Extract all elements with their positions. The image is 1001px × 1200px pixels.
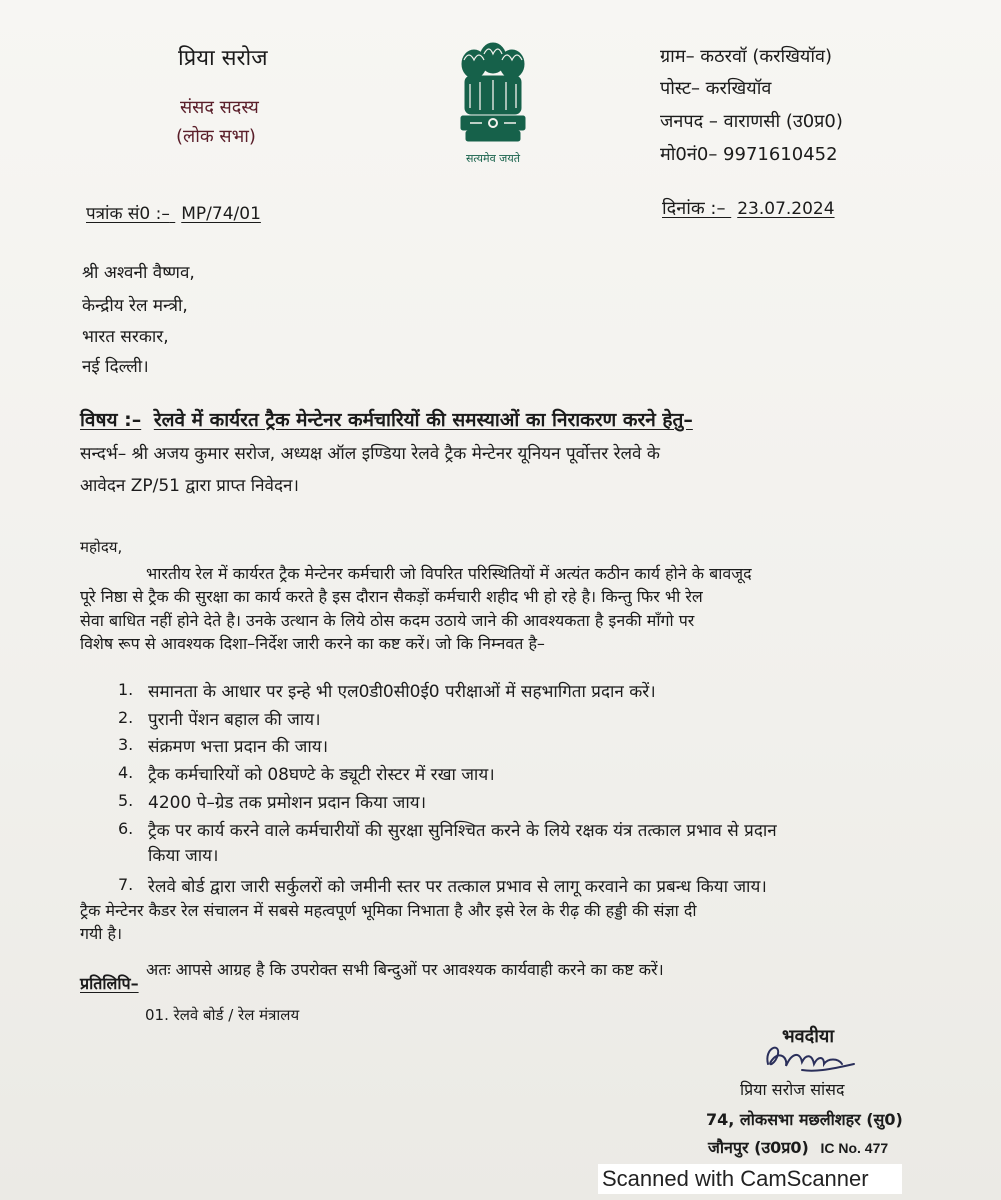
- copy-to-item: 01. रेलवे बोर्ड / रेल मंत्रालय: [145, 1006, 300, 1024]
- recipient-city: नई दिल्ली।: [82, 357, 149, 377]
- demand-item-continued: किया जाय।: [148, 846, 219, 866]
- demand-item: पुरानी पेंशन बहाल की जाय।: [148, 710, 321, 730]
- address-district: जनपद – वाराणसी (उ0प्र0): [660, 111, 843, 132]
- demand-item: रेलवे बोर्ड द्वारा जारी सर्कुलरों को जमीनी स्तर पर तत्काल प्रभाव से लागू करवाने का प्रबन्ध किया जाय।: [148, 877, 767, 897]
- demand-number: 2.: [118, 708, 134, 727]
- demand-item: समानता के आधार पर इन्हे भी एल0डी0सी0ई0 परीक्षाओं में सहभागिता प्रदान करें।: [148, 682, 656, 702]
- address-village: ग्राम– कठरवॉ (करखियॉव): [660, 46, 833, 67]
- address-post: पोस्ट– करखियॉव: [660, 78, 772, 99]
- camscanner-watermark: Scanned with CamScanner: [598, 1164, 902, 1194]
- signatory-address-1: 74, लोकसभा मछलीशहर (सु0): [706, 1110, 903, 1129]
- demand-number: 6.: [118, 819, 134, 838]
- demand-number: 5.: [118, 791, 134, 810]
- demand-item: संक्रमण भत्ता प्रदान की जाय।: [148, 737, 329, 757]
- closing-line-1: ट्रैक मेन्टेनर कैडर रेल संचालन में सबसे महत्वपूर्ण भूमिका निभाता है और इसे रेल के रीढ़ की हड्डी की संज्ञा दी: [80, 901, 697, 920]
- closing-request: अतः आपसे आग्रह है कि उपरोक्त सभी बिन्दुओं पर आवश्यक कार्यवाही करने का कष्ट करें।: [146, 960, 664, 979]
- copy-to-label: प्रतिलिपि–: [80, 974, 139, 993]
- signatory-name: प्रिया सरोज सांसद: [740, 1080, 845, 1099]
- demand-item: ट्रैक कर्मचारियों को 08घण्टे के ड्यूटी रोस्टर में रखा जाय।: [148, 765, 495, 785]
- demand-item: ट्रैक पर कार्य करने वाले कर्मचारीयों की सुरक्षा सुनिश्चित करने के लिये रक्षक यंत्र तत्काल प्रभाव से प्रदान: [148, 821, 777, 841]
- mobile-number: मो0नं0– 9971610452: [660, 144, 838, 165]
- body-line-1: भारतीय रेल में कार्यरत ट्रैक मेन्टेनर कर्मचारी जो विपरित परिस्थितियों में अत्यंत कठीन कार्य होने के बावजूद: [146, 564, 752, 583]
- reference-number: पत्रांक सं0 :– MP/74/01: [86, 204, 261, 224]
- closing-line-2: गयी है।: [80, 924, 123, 943]
- mp-name: प्रिया सरोज: [178, 46, 268, 71]
- recipient-name: श्री अश्वनी वैष्णव,: [82, 263, 195, 283]
- signatory-address-2: जौनपुर (उ0प्र0) IC No. 477: [708, 1138, 889, 1157]
- recipient-designation: केन्द्रीय रेल मन्त्री,: [82, 296, 188, 316]
- emblem-motto: सत्यमेव जयते: [465, 152, 521, 165]
- body-line-3: सेवा बाधित नहीं होने देते है। उनके उत्थान के लिये ठोस कदम उठाये जाने की आवश्यकता है इनकी मॉंगो पर: [80, 611, 695, 630]
- demand-number: 7.: [118, 875, 134, 894]
- recipient-government: भारत सरकार,: [82, 327, 169, 347]
- subject-line: विषय :– रेलवे में कार्यरत ट्रैक मेन्टेनर कर्मचारियों की समस्याओं का निराकरण करने हेतु–: [80, 409, 693, 431]
- context-line-2: आवेदन ZP/51 द्वारा प्राप्त निवेदन।: [80, 476, 299, 496]
- salutation: महोदय,: [80, 538, 123, 556]
- context-line-1: सन्दर्भ– श्री अजय कुमार सरोज, अध्यक्ष ऑल इण्डिया रेलवे ट्रैक मेन्टेनर यूनियन पूर्वोत्तर रेलवे के: [80, 444, 660, 464]
- demand-number: 1.: [118, 680, 134, 699]
- national-emblem-icon: [448, 38, 538, 168]
- demand-number: 3.: [118, 735, 134, 754]
- body-line-4: विशेष रूप से आवश्यक दिशा–निर्देश जारी करने का कष्ट करें। जो कि निम्नवत है–: [80, 634, 545, 653]
- handwritten-signature-icon: [758, 1034, 878, 1082]
- mp-title: संसद सदस्य: [180, 97, 259, 118]
- yours-faithfully: भवदीया: [782, 1026, 834, 1047]
- demand-item: 4200 पे–ग्रेड तक प्रमोशन प्रदान किया जाय।: [148, 793, 427, 813]
- demand-number: 4.: [118, 763, 134, 782]
- letter-date: दिनांक :– 23.07.2024: [662, 198, 835, 219]
- body-line-2: पूरे निष्ठा से ट्रैक की सुरक्षा का कार्य करते है इस दौरान सैकड़ों कर्मचारी शहीद भी हो रहे है। किन्तु फिर भी रेल: [80, 587, 703, 606]
- mp-house: (लोक सभा): [176, 126, 256, 147]
